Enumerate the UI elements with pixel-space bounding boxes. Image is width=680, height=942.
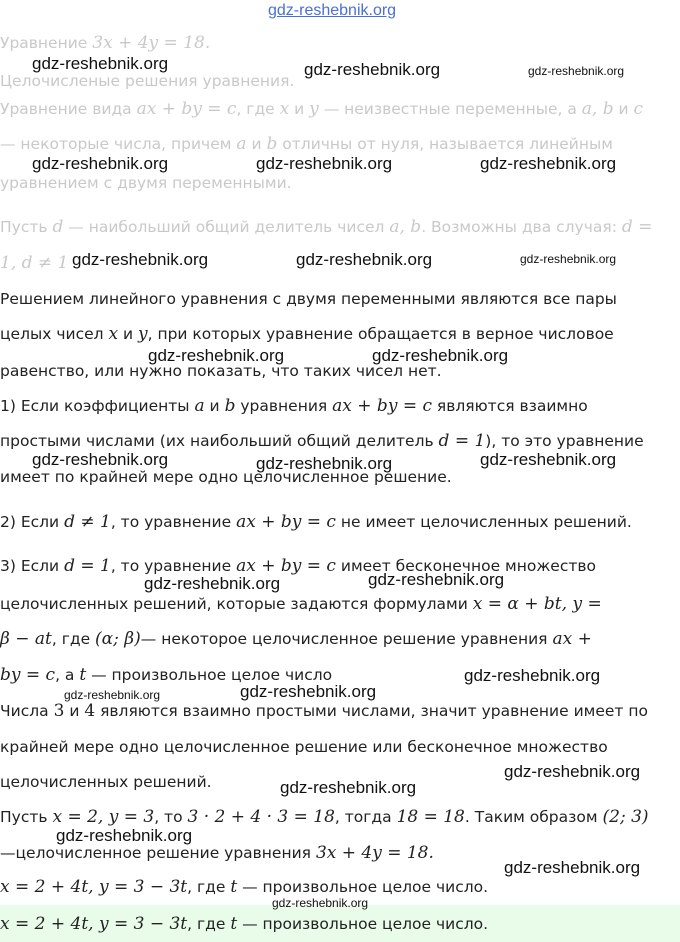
text: , где <box>187 915 231 933</box>
text: и <box>246 135 267 153</box>
math: 3 · 2 + 4 · 3 = 18 <box>187 807 335 827</box>
watermark-link-top[interactable]: gdz-reshebnik.org <box>268 2 397 19</box>
coprime-line-1 <box>0 700 648 722</box>
text: Числа <box>0 702 54 720</box>
math: ax + by = c <box>236 512 336 532</box>
math: y <box>138 324 148 344</box>
math: x = 2, y = 3 <box>52 807 155 827</box>
watermark: gdz-reshebnik.org <box>32 54 169 73</box>
definition-line-1 <box>0 288 617 310</box>
math: 18 = 18 <box>396 807 465 827</box>
text: —целочисленное решение уравнения <box>0 844 316 862</box>
text: 2) Если <box>0 513 65 531</box>
text: и <box>118 325 138 343</box>
text: . Возможны два случая: <box>421 218 622 236</box>
watermark: gdz-reshebnik.org <box>368 570 505 589</box>
watermark: gdz-reshebnik.org <box>64 688 161 702</box>
text: целых чисел <box>0 325 109 343</box>
faded-definition-line-3 <box>0 172 292 194</box>
text: целочисленных решений, которые задаются формулами <box>0 595 473 613</box>
faded-gcd-line-1 <box>0 216 652 238</box>
watermark: gdz-reshebnik.org <box>240 682 377 701</box>
math: ax + <box>552 629 592 649</box>
text: — некоторые числа, причем <box>0 135 237 153</box>
text: — неизвестные переменные, а <box>318 100 582 118</box>
watermark: gdz-reshebnik.org <box>372 346 509 365</box>
text: отличны от нуля, называется линейным <box>277 135 613 153</box>
math: (α; β) <box>95 629 141 649</box>
faded-definition-line-1 <box>0 98 643 120</box>
math: t <box>230 914 238 934</box>
math: d ≠ 1 <box>64 512 111 532</box>
math: ax + by = c <box>136 99 237 119</box>
math: d = 1 <box>64 556 111 576</box>
math: 4 <box>84 701 96 721</box>
check-line-1 <box>0 806 649 828</box>
general-solution <box>0 876 488 898</box>
text: , где <box>236 100 280 118</box>
math: b <box>266 134 278 154</box>
math: (2; 3) <box>602 807 649 827</box>
text: — наибольший общий делитель чисел <box>63 218 390 236</box>
text: целочисленных решений. <box>0 773 212 791</box>
answer-box <box>0 905 680 942</box>
watermark: gdz-reshebnik.org <box>32 154 169 173</box>
coprime-line-2 <box>0 736 608 758</box>
text: Уравнение <box>0 34 93 52</box>
math: x = 2 + 4t, y = 3 − 3t <box>0 914 188 934</box>
watermark: gdz-reshebnik.org <box>504 762 641 781</box>
math: a <box>194 396 205 416</box>
math: x = 2 + 4t, y = 3 − 3t <box>0 877 188 897</box>
math: 3x + 4y = 18. <box>92 33 211 53</box>
text: Пусть <box>0 808 53 826</box>
math: c <box>633 99 644 119</box>
text: не имеет целочисленных решений. <box>335 513 632 531</box>
text: и <box>64 702 85 720</box>
math: d <box>52 217 64 237</box>
text: 3) Если <box>0 557 65 575</box>
text: , то уравнение <box>110 557 237 575</box>
math: a <box>236 134 247 154</box>
text: Пусть <box>0 218 53 236</box>
text: , где <box>187 878 231 896</box>
math: ax + by = c <box>332 396 432 416</box>
watermark: gdz-reshebnik.org <box>480 450 617 469</box>
text: , то <box>154 808 188 826</box>
watermark: gdz-reshebnik.org <box>296 250 433 269</box>
text: Решением линейного уравнения с двумя переменными являются все пары <box>0 290 617 308</box>
case-2 <box>0 511 632 533</box>
faded-definition-line-2 <box>0 133 613 155</box>
text: , то уравнение <box>110 513 237 531</box>
text: равенство, или нужно показать, что таких чисел нет. <box>0 362 442 380</box>
math: x <box>108 324 119 344</box>
text: имеет по крайней мере одно целочисленное решение. <box>0 468 452 486</box>
text: крайней мере одно целочисленное решение или бесконечное множество <box>0 738 608 756</box>
watermark: gdz-reshebnik.org <box>148 346 285 365</box>
case-3-line-2 <box>0 593 602 615</box>
watermark: gdz-reshebnik.org <box>480 154 617 173</box>
text: — произвольное целое число. <box>237 915 489 933</box>
math: 3 <box>53 701 65 721</box>
math: t <box>79 665 87 685</box>
math: β − at <box>0 629 52 649</box>
math: a, b <box>389 217 422 237</box>
math: by = c <box>0 665 56 685</box>
text: — произвольное целое число. <box>237 878 489 896</box>
text: имеет бесконечное множество <box>335 557 597 575</box>
text: и <box>289 100 310 118</box>
case-3-line-3 <box>0 628 592 650</box>
text: и <box>204 397 225 415</box>
text: 1) Если коэффициенты <box>0 397 195 415</box>
faded-equation-title <box>0 32 210 54</box>
watermark: gdz-reshebnik.org <box>280 778 417 797</box>
math: x = α + bt, y = <box>472 594 602 614</box>
math: 3x + 4y = 18. <box>315 843 434 863</box>
watermark: gdz-reshebnik.org <box>304 60 441 79</box>
text: Целочисленые решения уравнения. <box>0 72 295 90</box>
math: t <box>230 877 238 897</box>
text: , тогда <box>334 808 397 826</box>
text: уравнения <box>235 397 333 415</box>
text: простыми числами (их наибольший общий делитель <box>0 432 439 450</box>
text: ), то это уравнение <box>485 432 644 450</box>
math: 1, d ≠ 1 <box>0 253 69 273</box>
watermark: gdz-reshebnik.org <box>72 250 209 269</box>
watermark: gdz-reshebnik.org <box>256 154 393 173</box>
text: , где <box>51 630 96 648</box>
text: являются взаимно <box>432 397 588 415</box>
math: a, b <box>581 99 614 119</box>
coprime-line-3 <box>0 771 212 793</box>
text: . Таким образом <box>464 808 603 826</box>
case-1-line-2 <box>0 430 644 452</box>
watermark: gdz-reshebnik.org <box>144 574 281 593</box>
math: b <box>224 396 236 416</box>
case-3-line-1 <box>0 555 596 577</box>
watermark: gdz-reshebnik.org <box>272 896 369 910</box>
watermark: gdz-reshebnik.org <box>56 826 193 845</box>
math: d = 1 <box>438 431 486 451</box>
text: , при которых уравнение обращается в верное числовое <box>147 325 614 343</box>
watermark: gdz-reshebnik.org <box>504 858 641 877</box>
watermark: gdz-reshebnik.org <box>464 666 601 685</box>
text: — некоторое целочисленное решение уравнения <box>140 630 553 648</box>
definition-line-2 <box>0 323 614 345</box>
text: Уравнение вида <box>0 100 137 118</box>
math: y <box>309 99 319 119</box>
watermark: gdz-reshebnik.org <box>256 454 393 473</box>
text: — произвольное целое число <box>86 666 333 684</box>
watermark: gdz-reshebnik.org <box>32 450 169 469</box>
text: уравнением с двумя переменными. <box>0 174 292 192</box>
math: d = <box>621 217 653 237</box>
faded-gcd-line-2 <box>0 252 68 274</box>
math: x <box>279 99 290 119</box>
text: и <box>613 100 634 118</box>
answer-line <box>0 913 488 935</box>
math: ax + by = c <box>236 556 336 576</box>
text: , а <box>55 666 80 684</box>
text: являются взаимно простыми числами, значит уравнение имеет по <box>95 702 648 720</box>
watermark: gdz-reshebnik.org <box>520 252 617 266</box>
case-1-line-1 <box>0 395 588 417</box>
watermark: gdz-reshebnik.org <box>528 64 625 78</box>
